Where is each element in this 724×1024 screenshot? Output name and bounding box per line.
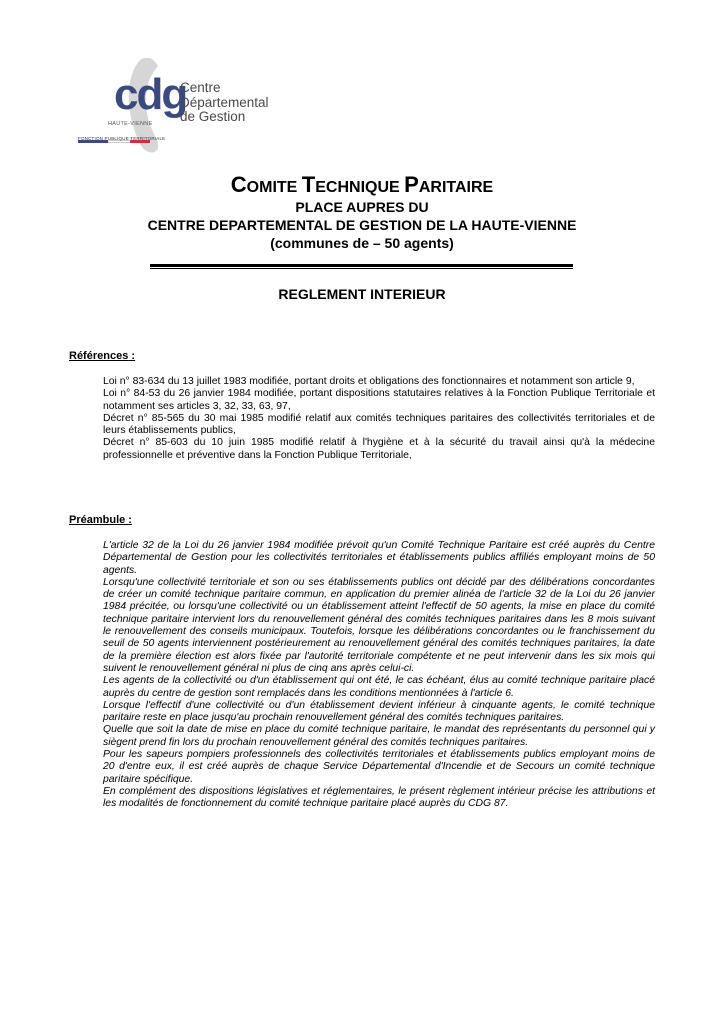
subtitle-line-2: CENTRE DEPARTEMENTAL DE GESTION DE LA HAUTE-VIENNE [147, 217, 577, 233]
logo-mark: cdg [114, 70, 187, 119]
preambule-heading: Préambule : [69, 514, 132, 526]
preambule-paragraph: Les agents de la collectivité ou d'un établissement qui ont été, le cas échéant, élus au comité technique paritaire placé auprès du centre de gestion sont remplacés dans les conditions mentionnées à l'article 6. [103, 675, 655, 699]
preambule-paragraph: En complément des dispositions législatives et réglementaires, le présent règlement intérieur précise les attributions et les modalités de fonctionnement du comité technique paritaire placé auprès du CDG 87. [103, 785, 655, 810]
preambule-paragraph: Quelle que soit la date de mise en place du comité technique paritaire, le mandat des représentants du personnel qui y siègent prend fin lors du prochain renouvellement général des comités techniques paritaires. [103, 724, 655, 748]
cdg-logo [78, 58, 268, 156]
reference-item: Loi n° 83-634 du 13 juillet 1983 modifiée, portant droits et obligations des fonctionnaires et notamment son article 9, [103, 376, 635, 387]
logo-tagline: FONCTION PUBLIQUE TERRITORIALE [78, 136, 166, 141]
logo-flag-bar [78, 130, 150, 133]
logo-names: Centre Départemental de Gestion [180, 80, 269, 124]
preambule-paragraph: L'article 32 de la Loi du 26 janvier 1984 modifiée prévoit qu'un Comité Technique Paritaire est créé auprès du Centre Départemental de Gestion pour les collectivités territoriales et établissements publics affiliés employant moins de 50 agents. [103, 540, 655, 576]
page-title: COMITE TECHNIQUE PARITAIRE [230, 172, 494, 197]
title-divider [150, 264, 573, 267]
reference-item: Décret n° 85-565 du 30 mai 1985 modifié relatif aux comités techniques paritaires des collectivités territoriales et de leurs établissements publics, [103, 412, 655, 437]
reference-item: Décret n° 85-603 du 10 juin 1985 modifié relatif à l'hygiène et à la sécurité du travail ainsi qu'à la médecine professionnelle et préventive dans la Fonction Publique Territoriale, [103, 437, 655, 461]
title-divider-thin [150, 268, 573, 269]
preambule-text [103, 540, 655, 811]
references-list [103, 376, 655, 462]
subtitle-line-3: (communes de – 50 agents) [270, 235, 454, 251]
document-title: REGLEMENT INTERIEUR [278, 286, 446, 302]
preambule-paragraph: Lorsque l'effectif d'une collectivité ou d'un établissement devient inférieur à cinquante agents, le comité technique paritaire reste en place jusqu'au prochain renouvellement général des comités techniques paritaires. [103, 699, 655, 724]
preambule-paragraph: Lorsqu'une collectivité territoriale et son ou ses établissements publics ont décidé par des délibérations concordantes de créer un comité technique paritaire commun, en application du premier alinéa de l'article 32 de la Loi du 26 janvier 1984 précitée, ou lorsqu'une collectivité ou un établissement atteint l'effectif de 50 agents, la mise en place du comité technique paritaire intervient lors du renouvellement général des comités techniques paritaires dans les 8 mois suivant le renouvellement des conseils municipaux. Toutefois, lorsque les délibérations concordantes ou le franchissement du seuil de 50 agents interviennent postérieurement au renouvellement général des comités techniques paritaires, la date de la première élection est alors fixée par l'autorité territoriale compétente et ne peut intervenir dans les six mois qui suivent le renouvellement général ni plus de cinq ans après celui-ci. [103, 576, 655, 674]
references-heading: Références : [69, 350, 136, 362]
logo-region: HAUTE-VIENNE [108, 121, 153, 127]
preambule-paragraph: Pour les sapeurs pompiers professionnels des collectivités territoriales et établissements publics employant moins de 20 d'entre eux, il est créé auprès de chaque Service Départemental d'Incendie et de Secours un comité technique paritaire spécifique. [103, 749, 655, 785]
reference-item: Loi n° 84-53 du 26 janvier 1984 modifiée, portant dispositions statutaires relatives à la Fonction Publique Territoriale et notamment ses articles 3, 32, 33, 63, 97, [103, 388, 655, 412]
subtitle-line-1: PLACE AUPRES DU [295, 199, 429, 215]
